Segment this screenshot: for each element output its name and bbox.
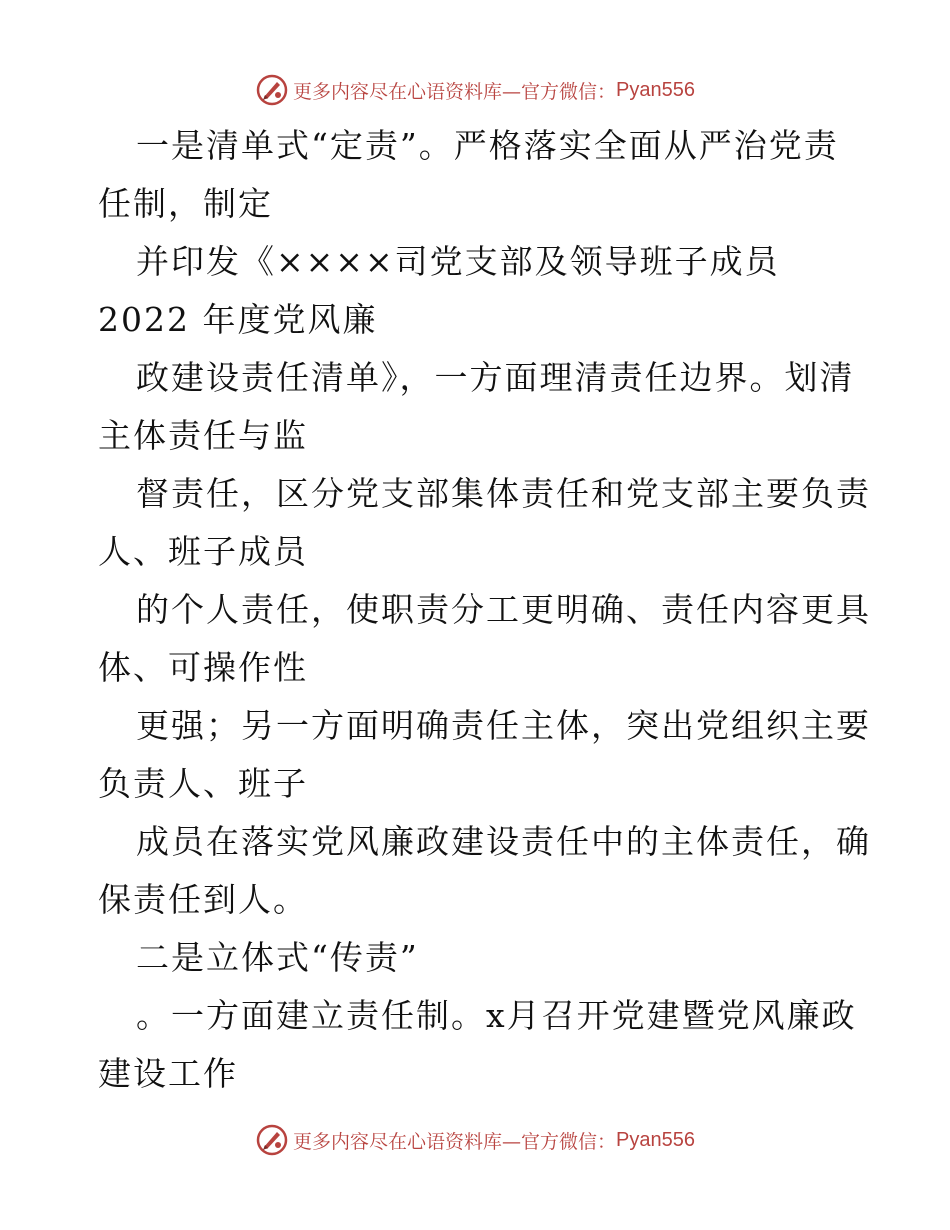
text-line: 保责任到人。 bbox=[98, 880, 308, 919]
header-banner bbox=[0, 70, 950, 110]
brand-logo-icon bbox=[255, 1123, 289, 1157]
footer-wechat-id: Pyan556 bbox=[616, 1128, 695, 1151]
text-line: 体、可操作性 bbox=[98, 648, 308, 687]
text-line: 并印发《××××司党支部及领导班子成员 bbox=[136, 242, 780, 281]
text-line: 2022 年度党风廉 bbox=[98, 300, 378, 339]
text-line: 的个人责任，使职责分工更明确、责任内容更具 bbox=[136, 590, 871, 629]
text-line: 人、班子成员 bbox=[98, 532, 308, 571]
text-line: 成员在落实党风廉政建设责任中的主体责任，确 bbox=[136, 822, 871, 861]
text-line: 更强；另一方面明确责任主体，突出党组织主要 bbox=[136, 706, 871, 745]
text-line: 主体责任与监 bbox=[98, 416, 308, 455]
header-wechat-id: Pyan556 bbox=[616, 78, 695, 101]
text-line: 二是立体式“传责” bbox=[136, 938, 419, 977]
footer-banner bbox=[0, 1120, 950, 1160]
text-line: 政建设责任清单》，一方面理清责任边界。划清 bbox=[136, 358, 855, 397]
text-line: 建设工作 bbox=[98, 1054, 238, 1093]
brand-logo-icon bbox=[255, 73, 289, 107]
text-line: 。一方面建立责任制。x月召开党建暨党风廉政 bbox=[136, 996, 857, 1035]
text-line: 一是清单式“定责”。严格落实全面从严治党责 bbox=[136, 126, 839, 165]
text-line: 负责人、班子 bbox=[98, 764, 308, 803]
body-text bbox=[98, 117, 871, 1103]
footer-brand-text: 更多内容尽在心语资料库—官方微信： bbox=[293, 1130, 617, 1153]
header-brand-text: 更多内容尽在心语资料库—官方微信： bbox=[293, 80, 617, 103]
text-line: 督责任，区分党支部集体责任和党支部主要负责 bbox=[136, 474, 871, 513]
text-line: 任制，制定 bbox=[98, 184, 273, 223]
